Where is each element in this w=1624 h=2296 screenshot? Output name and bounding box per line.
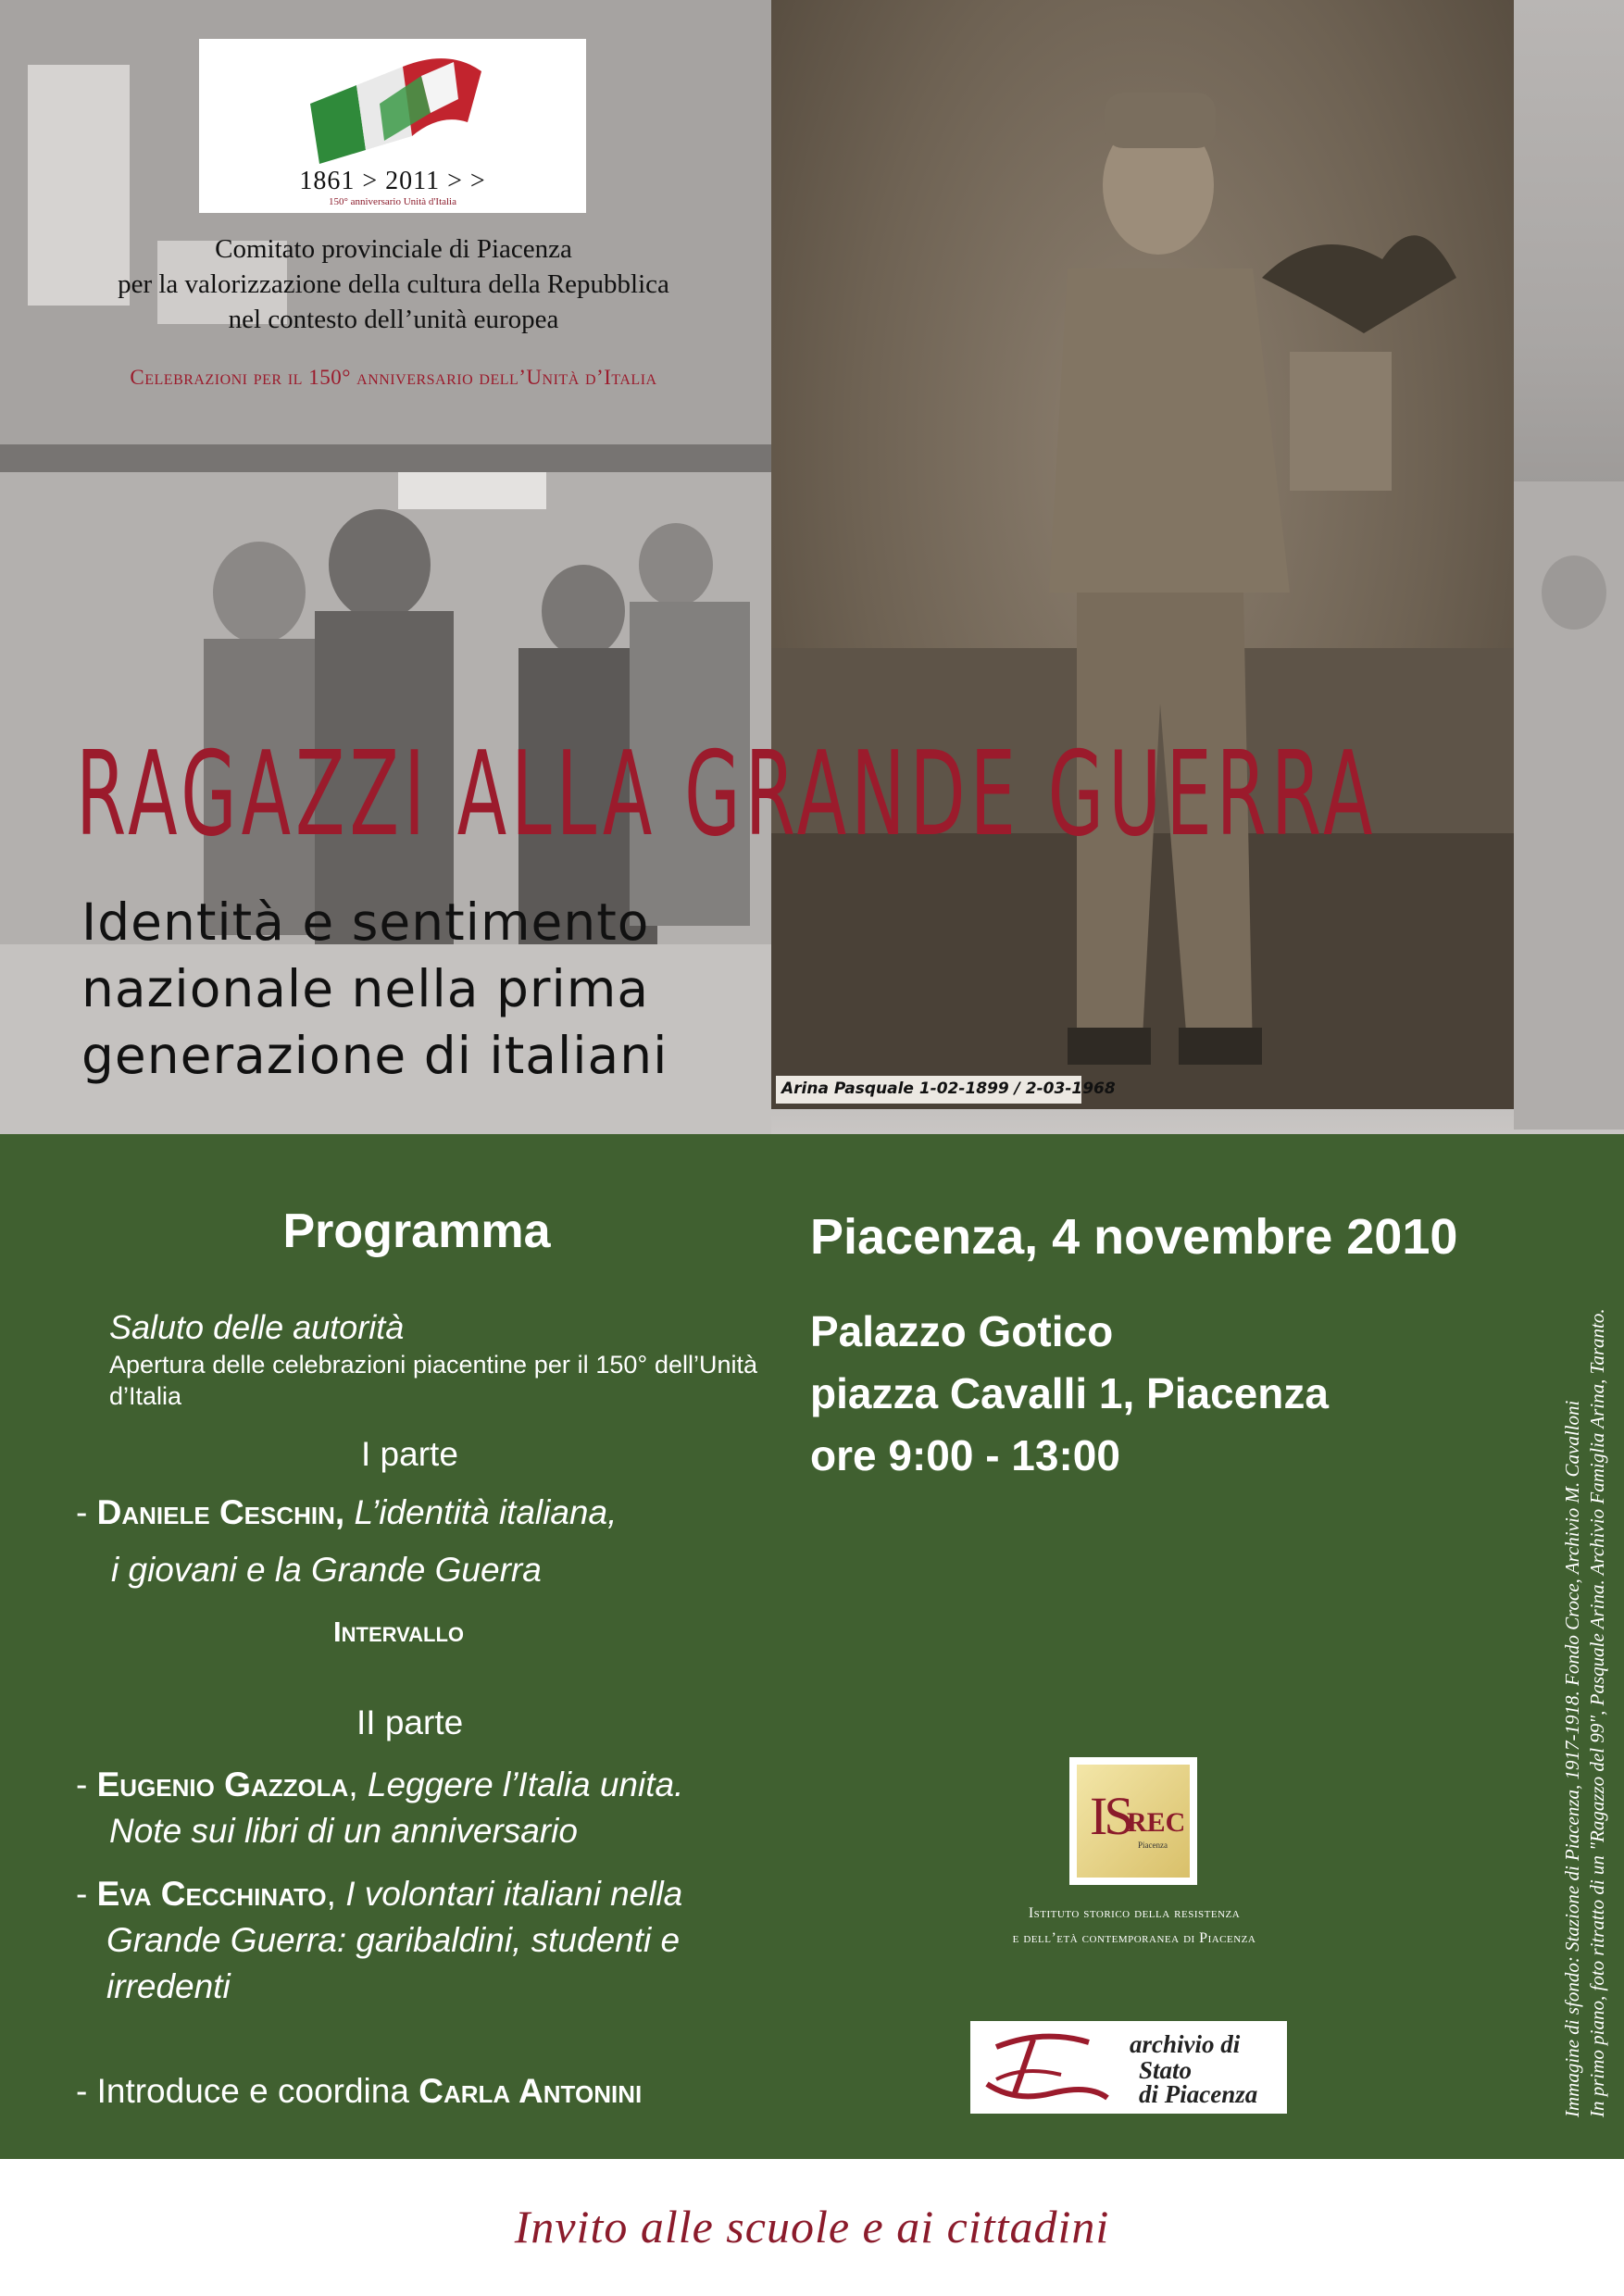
photo-credits bbox=[1560, 1173, 1610, 2117]
ceschin-title-1: L’identità italiana, bbox=[354, 1493, 618, 1531]
soldier-portrait-photo bbox=[771, 0, 1514, 1109]
archivio-line-1: archivio di bbox=[1130, 2030, 1241, 2058]
program-ceschin bbox=[76, 1493, 617, 1532]
subtitle-line-2: nazionale nella prima bbox=[81, 959, 650, 1018]
celebrations-line: Celebrazioni per il 150° anniversario dell’Unità d’Italia bbox=[130, 366, 657, 389]
program-part-2: II parte bbox=[356, 1703, 464, 1741]
venue-address: piazza Cavalli 1, Piacenza bbox=[810, 1369, 1329, 1417]
credits-line-1: Immagine di sfondo: Stazione di Piacenza, 1917-1918. Fondo Croce, Archivio M. Cavalloni bbox=[1561, 1400, 1583, 2117]
soldier-figure bbox=[771, 0, 1514, 1109]
event-time: ore 9:00 - 13:00 bbox=[810, 1431, 1120, 1479]
cecchinato-title-3: irredenti bbox=[106, 1967, 231, 2005]
archivio-line-3: di Piacenza bbox=[1139, 2080, 1258, 2108]
isrec-logo-background bbox=[1077, 1765, 1190, 1878]
program-section bbox=[0, 1134, 1624, 2159]
subtitle bbox=[81, 889, 668, 1089]
cecchinato-title-2: Grande Guerra: garibaldini, studenti e bbox=[106, 1921, 681, 1959]
hero-section bbox=[0, 0, 1624, 1134]
isrec-logo-rec: REC bbox=[1127, 1807, 1186, 1838]
speaker-cecchinato: Eva Cecchinato bbox=[96, 1875, 327, 1913]
program-gazzola: - Eugenio Gazzola, Leggere l’Italia unita. bbox=[76, 1766, 684, 1803]
cecchinato-dash: - bbox=[76, 1875, 97, 1913]
event-date: Piacenza, 4 novembre 2010 bbox=[810, 1209, 1458, 1265]
ceschin-dash: - bbox=[76, 1493, 97, 1531]
isrec-logo bbox=[1069, 1757, 1197, 1885]
italian-flag-icon bbox=[292, 48, 505, 168]
isrec-logo-city: Piacenza bbox=[1138, 1841, 1168, 1850]
program-part-1: I parte bbox=[361, 1435, 458, 1473]
program-intro bbox=[76, 2072, 642, 2111]
gazzola-dash: - bbox=[76, 1766, 97, 1803]
isrec-line-2: e dell’età contemporanea di Piacenza bbox=[1012, 1930, 1256, 1946]
committee-line-1: Comitato provinciale di Piacenza bbox=[215, 234, 572, 264]
credits-line-2: In primo piano, foto ritratto di un "Ragazzo del 99", Pasquale Arina. Archivio Famiglia Arina, Taranto. bbox=[1586, 1308, 1608, 2117]
ceschin-title-2: i giovani e la Grande Guerra bbox=[111, 1551, 542, 1589]
portrait-caption: Arina Pasquale 1-02-1899 / 2-03-1968 bbox=[776, 1076, 1081, 1104]
isrec-line-1: Istituto storico della resistenza bbox=[1028, 1905, 1241, 1921]
cecchinato-title-1: I volontari italiani nella bbox=[345, 1875, 683, 1913]
speaker-gazzola: Eugenio Gazzola bbox=[96, 1766, 349, 1803]
program-cecchinato: - Eva Cecchinato, I volontari italiani nella bbox=[76, 1875, 683, 1913]
invitation-text: Invito alle scuole e ai cittadini bbox=[514, 2201, 1110, 2252]
venue-name: Palazzo Gotico bbox=[810, 1307, 1114, 1355]
logo-years: 1861 > 2011 > > bbox=[299, 167, 486, 195]
subtitle-line-3: generazione di italiani bbox=[81, 1026, 668, 1085]
program-intervallo: Intervallo bbox=[333, 1616, 465, 1648]
intro-text: - Introduce e coordina bbox=[76, 2072, 419, 2110]
committee-line-3: nel contesto dell’unità europea bbox=[228, 305, 559, 334]
speaker-ceschin: Daniele Ceschin, bbox=[96, 1493, 345, 1531]
archivio-stato-logo bbox=[970, 2021, 1287, 2114]
event-venue bbox=[810, 1301, 1329, 1487]
subtitle-line-1: Identità e sentimento bbox=[81, 892, 650, 952]
gazzola-title-2: Note sui libri di un anniversario bbox=[109, 1812, 578, 1850]
isrec-name bbox=[926, 1901, 1343, 1951]
archivio-line-2: Stato bbox=[1139, 2056, 1193, 2084]
main-title: RAGAZZI ALLA GRANDE GUERRA bbox=[76, 726, 1378, 862]
program-heading: Programma bbox=[282, 1204, 551, 1258]
footer bbox=[0, 2159, 1624, 2296]
coordinator-antonini: Carla Antonini bbox=[418, 2072, 643, 2110]
isrec-logo-letters: IS bbox=[1090, 1786, 1131, 1846]
anniversary-logo bbox=[199, 39, 586, 213]
logo-subtitle: 150° anniversario Unità d'Italia bbox=[328, 196, 457, 207]
committee-text bbox=[37, 231, 750, 337]
program-apertura: Apertura delle celebrazioni piacentine per il 150° dell’Unità d’Italia bbox=[109, 1351, 757, 1410]
gazzola-title-1: Leggere l’Italia unita. bbox=[367, 1766, 684, 1803]
committee-line-2: per la valorizzazione della cultura della Repubblica bbox=[118, 269, 669, 299]
archivio-mark-icon bbox=[978, 2028, 1117, 2107]
program-saluto: Saluto delle autorità bbox=[109, 1308, 405, 1346]
